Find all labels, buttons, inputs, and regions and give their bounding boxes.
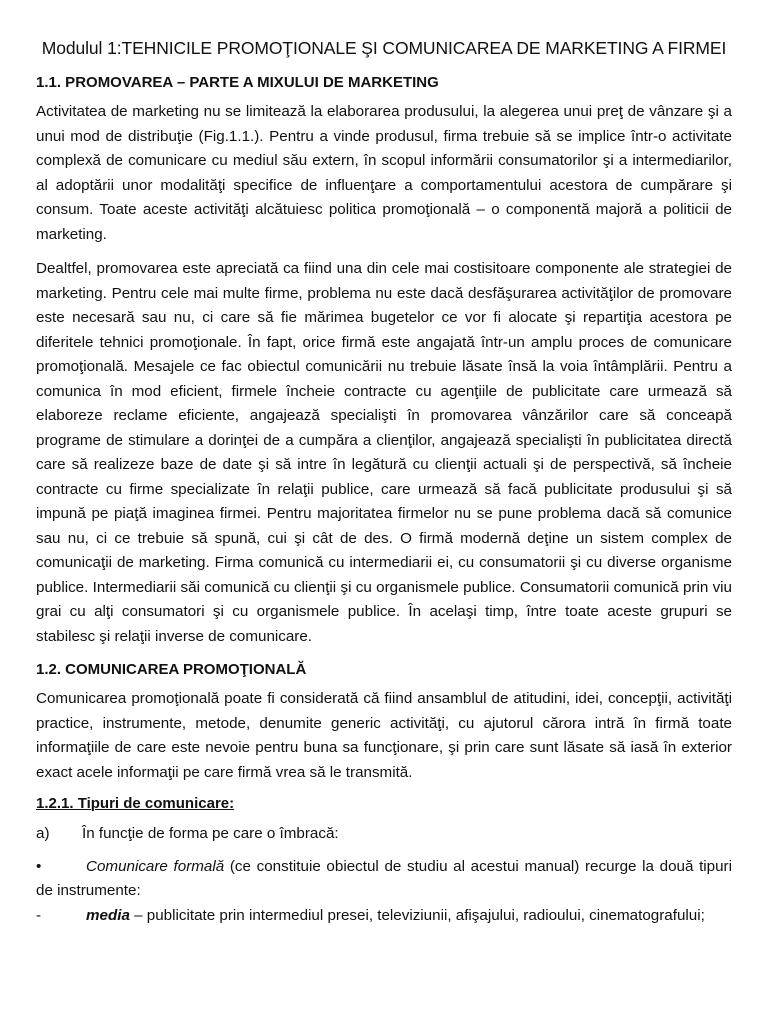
- paragraph-1-2-a: Comunicarea promoţională poate fi considerată că fiind ansamblul de atitudini, idei, concepţii, activităţi practice, instrumente, metode, denumite generic activităţi, cu ajutorul cărora intră în firmă toate informaţiile de care este nevoie pentru buna sa funcţionare, şi prin care sunt lăsate să iasă în exterior exact acele informaţii pe care firmă vrea să le transmită.: [36, 690, 732, 781]
- page-title: Modulul 1:TEHNICILE PROMOŢIONALE ŞI COMUNICAREA DE MARKETING A FIRMEI: [41, 38, 727, 58]
- bullet-term: Comunicare formală: [86, 857, 225, 875]
- section-heading-1-1: 1.1. PROMOVAREA – PARTE A MIXULUI DE MARKETING: [36, 74, 439, 91]
- bullet-marker: •: [36, 857, 42, 875]
- bullet-item: [36, 855, 732, 904]
- paragraph-1-1-a: Activitatea de marketing nu se limitează la elaborarea produsului, la alegerea unui preţ de vânzare şi a unui mod de distribuţie (Fig.1.1.). Pentru a vinde produsul, firma trebuie să se implice într-o activitate complexă de comunicare cu mediul său extern, în scopul informării consumatorilor şi a intermediarilor, al adoptării unor modalităţi specifice de influenţare a comportamentului acestora de cumpărare şi consum. Toate aceste activităţi alcătuiesc politica promoţională – o componentă majoră a politicii de marketing.: [36, 103, 732, 243]
- list-item-a: [36, 822, 732, 847]
- paragraph-1-1-b: Dealtfel, promovarea este apreciată ca fiind una din cele mai costisitoare componente ale strategiei de marketing. Pentru cele mai multe firme, problema nu este dacă desfăşurarea activităţilor de promovare este necesară sau nu, ci care să fie mărimea bugetelor ce vor fi alocate şi repartiţia acestora pe diferitele tehnici promoţionale. În fapt, orice firmă este angajată într-un amplu proces de comunicare promoţională. Mesajele ce fac obiectul comunicării nu trebuie lăsate însă la voia întâmplării. Pentru a comunica în mod eficient, firmele încheie contracte cu agenţiile de publicitate care urmează să elaboreze reclame eficiente, angajează specialişti în promovarea vânzărilor care să conceapă programe de stimulare a dorinţei de a cumpăra a clienţilor, angajează specialişti în publicitatea directă care să realizeze baze de date şi să intre în legătură cu clienţii actuali şi de perspectivă, să încheie contracte cu firme specializate în relaţii publice, care urmează să facă publicitate produsului şi să impună pe piaţă imaginea firmei. Pentru majoritatea firmelor nu se pune problema dacă să comunice sau nu, ci ce trebuie să spună, cui şi cât de des. O firmă modernă deţine un sistem complex de comunicaţii de marketing. Firma comunică cu intermediarii ei, cu consumatorii şi cu diverse organisme publice. Intermediarii săi comunică cu clienţii şi cu organismele publice. Consumatorii comunică prin viu grai cu alţi consumatori şi cu organismele publice. În acelaşi timp, între toate aceste grupuri se stabilesc şi relaţii inverse de comunicare.: [36, 260, 732, 645]
- list-item-a-text: În funcţie de forma pe care o îmbracă:: [82, 825, 339, 842]
- bullet-text: (ce constituie obiectul de studiu al acestui manual) recurge la două tipuri de instrumente:: [36, 857, 732, 899]
- dash-term: media: [86, 906, 130, 924]
- dash-text: – publicitate prin intermediul presei, televiziunii, afişajului, radioului, cinematografului;: [129, 906, 705, 924]
- subsection-heading-text: 1.2.1. Tipuri de comunicare:: [36, 795, 235, 812]
- dash-item: [36, 904, 732, 929]
- list-marker-a: a): [36, 825, 50, 842]
- dash-marker: -: [36, 906, 42, 924]
- section-heading-1-2: 1.2. COMUNICAREA PROMOŢIONALĂ: [36, 661, 307, 678]
- subsection-heading-1-2-1: [36, 795, 732, 812]
